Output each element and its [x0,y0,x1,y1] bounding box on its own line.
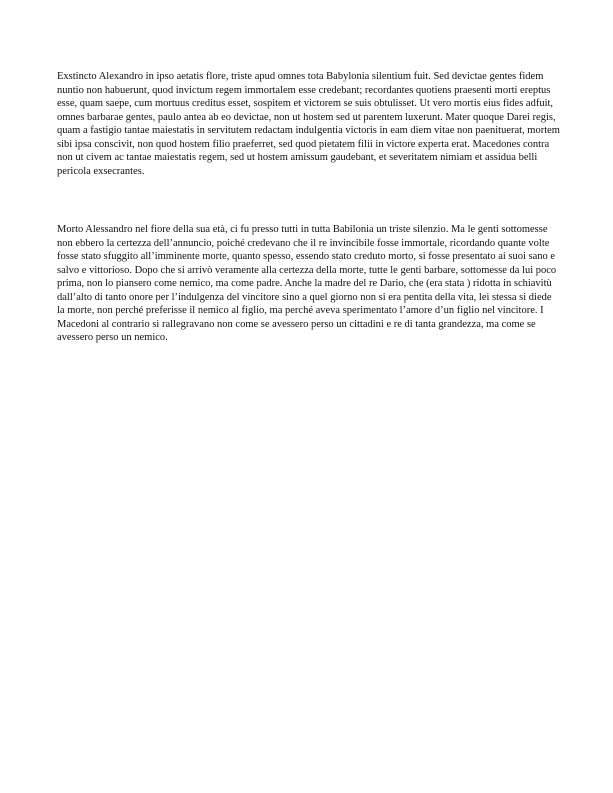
latin-paragraph: Exstincto Alexandro in ipso aetatis flore, triste apud omnes tota Babylonia silentium fuit. Sed devictae gentes fidem nuntio non habuerunt, quod invictum regem immortalem esse credebant; recordantes quotiens praesenti morti ereptus esse, quam saepe, cum mortuus creditus esset, sospitem et victorem se suis obtulisset. Ut vero mortis eius fides adfuit, omnes barbarae gentes, paulo antea ab eo devictae, non ut hostem sed ut parentem luxerunt. Mater quoque Darei regis, quam a fastigio tantae maiestatis in servitutem redactam indulgentia victoris in eam diem vitae non paenituerat, mortem sibi ipsa conscivit, non quod hostem filio praeferret, sed quod pietatem filii in victore experta erat. Macedones contra non ut civem ac tantae maiestatis regem, sed ut hostem amissum gaudebant, et severitatem nimiam et assidua belli pericola exsecrantes. [57,71,560,177]
italian-translation-paragraph: Morto Alessandro nel fiore della sua età, ci fu presso tutti in tutta Babilonia un triste silenzio. Ma le genti sottomesse non ebbero la certezza dell’annuncio, poiché credevano che il re invincibile fosse immortale, ricordando quante volte fosse stato sfuggito all’imminente morte, quanto spesso, essendo stato creduto morto, si fosse presentato ai suoi sano e salvo e vittorioso. Dopo che si arrivò veramente alla certezza della morte, tutte le genti barbare, sottomesse da lui poco prima, non lo piansero come nemico, ma come padre. Anche la madre del re Dario, che (era stata ) ridotta in schiavitù dall’alto di tanto onore per l’indulgenza del vincitore sino a quel giorno non si era pentita della vita, lei stessa si diede la morte, non perché preferisse il nemico al figlio, ma perché aveva sperimentato l’amore d’un figlio nel vincitore. I Macedoni al contrario si rallegravano non come se avessero perso un cittadini e re di tanta grandezza, ma come se avessero perso un nemico. [57,224,557,343]
